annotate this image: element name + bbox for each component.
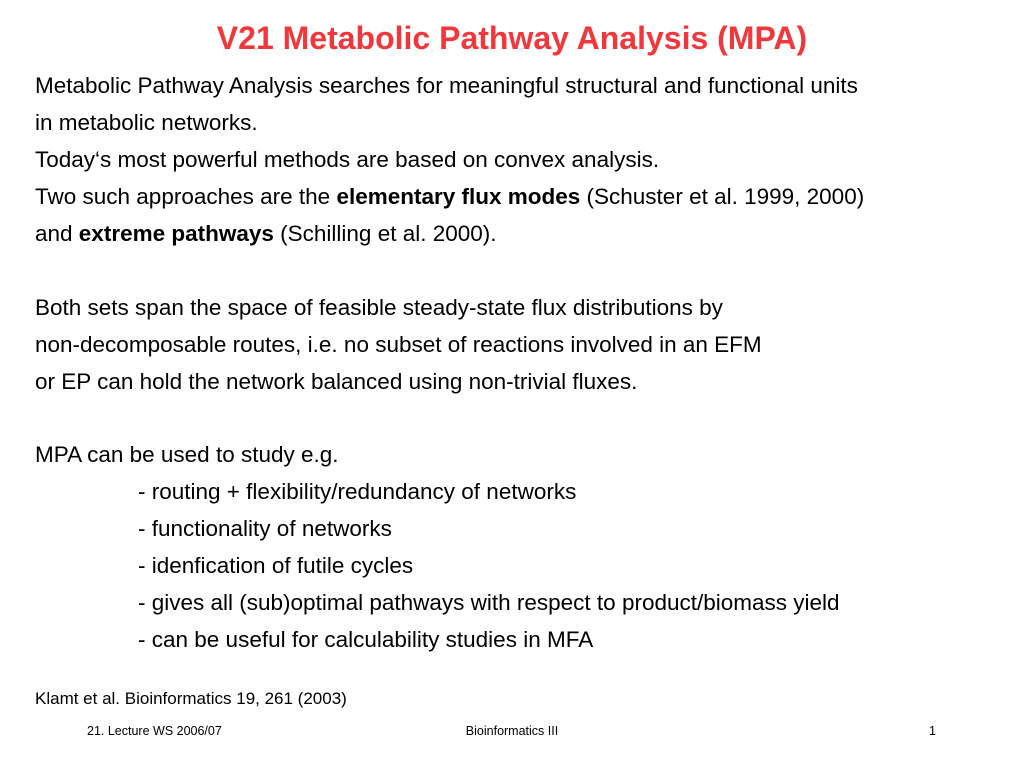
span-line-3: or EP can hold the network balanced using non-trivial fluxes.	[35, 368, 638, 394]
mpa-item: - idenfication of futile cycles	[138, 553, 414, 578]
intro-line-4	[35, 178, 1010, 215]
term-elementary-flux-modes: elementary flux modes	[336, 184, 581, 209]
mpa-item: - can be useful for calculability studies in MFA	[138, 627, 594, 652]
footer-page-number: 1	[929, 724, 936, 738]
slide-title: V21 Metabolic Pathway Analysis (MPA)	[216, 20, 808, 56]
intro-line-4-text-b: (Schuster et al. 1999, 2000)	[580, 184, 865, 209]
slide-body	[35, 67, 1010, 658]
intro-line-5-text-b: (Schilling et al. 2000).	[273, 221, 497, 246]
intro-line-2: in metabolic networks.	[35, 110, 258, 135]
footer-lecture: 21. Lecture WS 2006/07	[87, 724, 222, 738]
intro-line-3: Today‘s most powerful methods are based on convex analysis.	[35, 147, 660, 172]
intro-line-1: Metabolic Pathway Analysis searches for meaningful structural and functional units	[35, 73, 858, 98]
intro-line-5	[35, 215, 1010, 252]
spacer	[35, 400, 1010, 437]
mpa-item: - routing + flexibility/redundancy of networks	[138, 479, 577, 504]
intro-line-4-text-a: Two such approaches are the	[35, 184, 337, 209]
mpa-item: - functionality of networks	[138, 516, 392, 541]
span-line-1: Both sets span the space of feasible steady-state flux distributions by	[35, 294, 723, 320]
intro-line-5-text-a: and	[35, 221, 79, 246]
mpa-heading: MPA can be used to study e.g.	[35, 442, 339, 467]
footer-course: Bioinformatics III	[465, 724, 559, 738]
mpa-item: - gives all (sub)optimal pathways with respect to product/biomass yield	[138, 590, 840, 615]
span-line-2: non-decomposable routes, i.e. no subset of reactions involved in an EFM	[35, 331, 762, 357]
spacer	[35, 252, 1010, 289]
reference-citation: Klamt et al. Bioinformatics 19, 261 (2003)	[35, 689, 347, 708]
term-extreme-pathways: extreme pathways	[78, 221, 274, 246]
